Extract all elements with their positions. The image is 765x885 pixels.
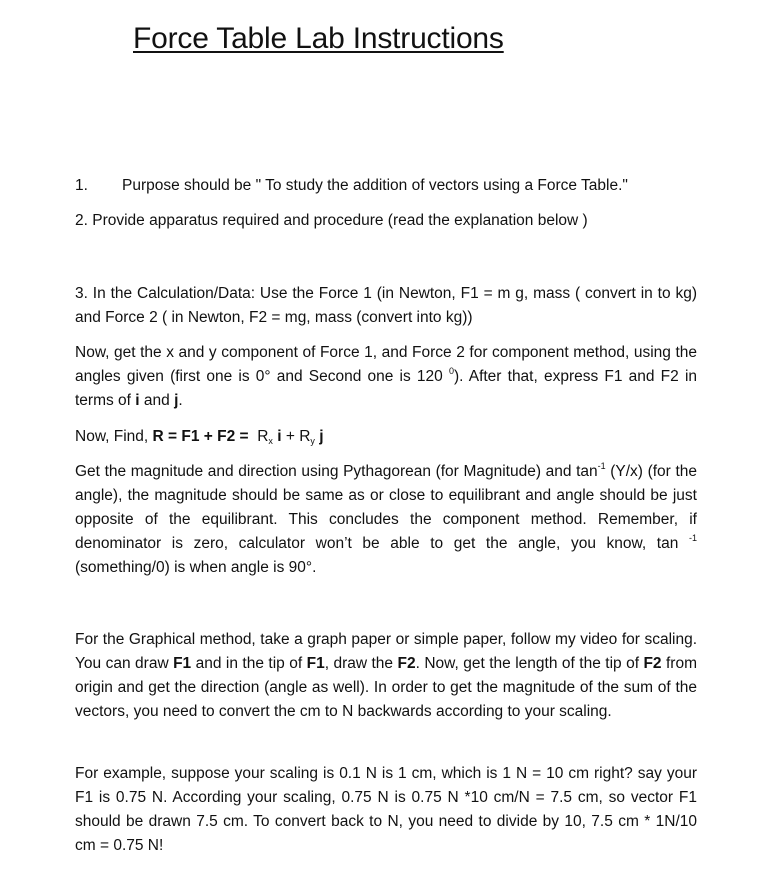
inverse-superscript-2: -1 xyxy=(688,533,697,543)
components-and: and xyxy=(139,392,175,409)
formula-j: j xyxy=(319,428,324,445)
graphical-bold-f2-b: F2 xyxy=(643,655,662,672)
item-1-text: Purpose should be " To study the addition of vectors using a Force Table." xyxy=(122,177,628,194)
rx-subscript: x xyxy=(268,436,273,446)
components-end: . xyxy=(178,392,183,409)
graphical-text-2: and in the tip of xyxy=(191,655,307,672)
graphical-text-3: , draw the xyxy=(324,655,398,672)
unit-vector-i: i xyxy=(135,392,140,409)
graphical-paragraph xyxy=(75,628,697,724)
graphical-bold-f1-a: F1 xyxy=(173,655,192,672)
item-1 xyxy=(75,174,697,198)
rx-symbol: R xyxy=(257,428,269,445)
graphical-text-5: from origin and get the direction (angle as well). In order to get the magnitude of the sum of the vectors, you need to convert the cm to N backwards according to your scaling. xyxy=(75,655,697,720)
find-prefix: Now, Find, xyxy=(75,428,153,445)
components-text-2: ). After that, express F1 and F2 in terms of xyxy=(75,368,698,409)
inverse-superscript-1: -1 xyxy=(597,461,606,471)
item-2: 2. Provide apparatus required and procedure (read the explanation below ) xyxy=(75,212,588,229)
resultant-formula: R = F1 + F2 = xyxy=(152,428,249,445)
magnitude-text-2: (Y/x) (for the angle), the magnitude should be same as or close to equilibrant and angle should be just opposite of the equilibrant. This concludes the component method. Remember, if denominator is zero, calculator won’t be able to get the angle, you know, tan xyxy=(75,463,697,552)
formula-i: i xyxy=(277,428,282,445)
degree-superscript: 0 xyxy=(448,366,454,376)
item-1-number: 1. xyxy=(75,177,88,194)
graphical-text-1: For the Graphical method, take a graph paper or simple paper, follow my video for scaling. You can draw xyxy=(75,631,697,672)
formula-plus: + xyxy=(281,428,300,445)
ry-symbol: R xyxy=(299,428,311,445)
magnitude-text-1: Get the magnitude and direction using Pythagorean (for Magnitude) and tan xyxy=(75,463,598,480)
item-3: 3. In the Calculation/Data: Use the Force 1 (in Newton, F1 = m g, mass ( convert in to kg) and Force 2 ( in Newton, F2 = mg, mass (convert into kg)) xyxy=(75,285,697,326)
graphical-text-4: . Now, get the length of the tip of xyxy=(415,655,644,672)
page-title: Force Table Lab Instructions xyxy=(133,22,504,55)
magnitude-paragraph xyxy=(75,460,697,580)
ry-subscript: y xyxy=(310,436,315,446)
graphical-bold-f1-b: F1 xyxy=(306,655,325,672)
graphical-bold-f2-a: F2 xyxy=(397,655,416,672)
example-paragraph: For example, suppose your scaling is 0.1 N is 1 cm, which is 1 N = 10 cm right? say your F1 is 0.75 N. According your scaling, 0.75 N is 0.75 N *10 cm/N = 7.5 cm, so vector F1 should be drawn 7.5 cm. To convert back to N, you need to divide by 10, 7.5 cm * 1N/10 cm = 0.75 N! xyxy=(75,765,697,854)
magnitude-text-3: (something/0) is when angle is 90°. xyxy=(75,559,317,576)
components-paragraph xyxy=(75,341,697,413)
find-formula-line xyxy=(75,425,697,449)
unit-vector-j: j xyxy=(174,392,179,409)
components-text-1: Now, get the x and y component of Force 1, and Force 2 for component method, using the angles given (first one is 0° and Second one is 120 xyxy=(75,344,697,385)
